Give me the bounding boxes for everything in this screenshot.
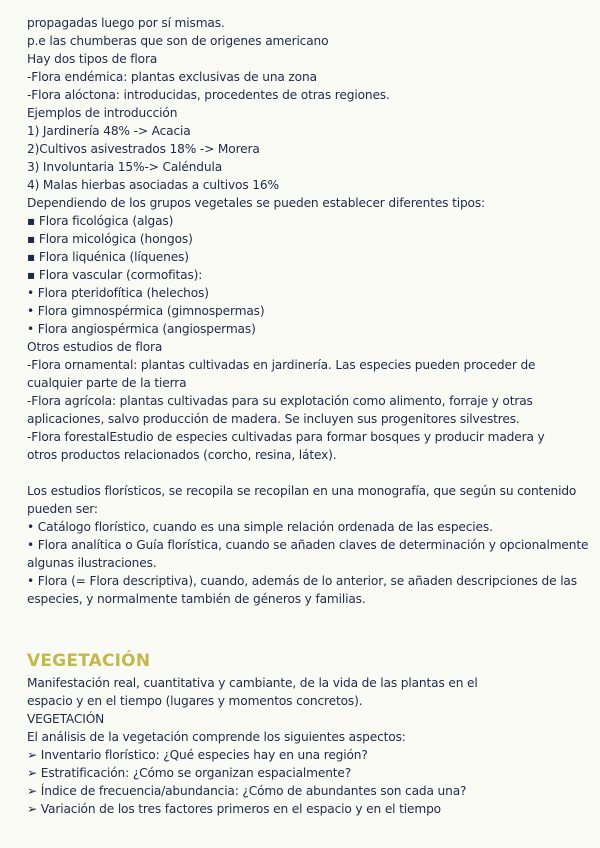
text-line: • Catálogo florístico, cuando es una simple relación ordenada de las especies.	[27, 520, 493, 534]
arrow-bullet-icon: ➢	[27, 766, 38, 780]
list-item-text: Flora liquénica (líquenes)	[38, 250, 189, 264]
list-item	[27, 230, 580, 248]
intro-block	[27, 14, 580, 212]
list-item: • Flora gimnospérmica (gimnospermas)	[27, 304, 265, 318]
arrow-bullet-icon: ➢	[27, 748, 38, 762]
text-line: aplicaciones, salvo producción de madera. Se incluyen sus progenitores silvestres.	[27, 412, 520, 426]
text-line: pueden ser:	[27, 502, 98, 516]
list-item-text: Variación de los tres factores primeros en el espacio y en el tiempo	[40, 802, 441, 816]
list-item: • Flora pteridofítica (helechos)	[27, 286, 209, 300]
text-line: propagadas luego por sí mismas.	[27, 16, 225, 30]
text-line: • Flora analítica o Guía florística, cuando se añaden claves de determinación y opcionalmente	[27, 538, 589, 552]
list-item	[27, 248, 580, 266]
text-line: VEGETACIÓN	[27, 712, 105, 726]
list-item-text: Flora vascular (cormofitas):	[38, 268, 203, 282]
floristic-studies-block	[27, 482, 589, 608]
text-line: 4) Malas hierbas asociadas a cultivos 16%	[27, 178, 279, 192]
text-line: -Flora alóctona: introducidas, procedentes de otras regiones.	[27, 88, 390, 102]
text-line: Dependiendo de los grupos vegetales se pueden establecer diferentes tipos:	[27, 196, 486, 210]
text-line: -Flora endémica: plantas exclusivas de una zona	[27, 70, 317, 84]
list-item	[27, 782, 580, 800]
text-line: Manifestación real, cuantitativa y cambiante, de la vida de las plantas en el	[27, 676, 478, 690]
text-line: El análisis de la vegetación comprende los siguientes aspectos:	[27, 730, 406, 744]
text-line: 1) Jardinería 48% -> Acacia	[27, 124, 191, 138]
list-item-text: Flora ficológica (algas)	[38, 214, 174, 228]
list-item-text: Inventario florístico: ¿Qué especies hay en una región?	[40, 748, 368, 762]
text-line: Los estudios florísticos, se recopila se recopilan en una monografía, que según su contenido	[27, 484, 577, 498]
section-title: VEGETACIÓN	[27, 651, 151, 671]
text-line: • Flora (= Flora descriptiva), cuando, además de lo anterior, se añaden descripciones de las	[27, 574, 577, 588]
list-item-text: Índice de frecuencia/abundancia: ¿Cómo de abundantes son cada una?	[40, 784, 467, 798]
text-line: Otros estudios de flora	[27, 340, 163, 354]
dot-bullet-list	[27, 284, 580, 338]
list-item	[27, 212, 580, 230]
list-item-text: Estratificación: ¿Cómo se organizan espacialmente?	[40, 766, 352, 780]
other-studies-block	[27, 338, 580, 464]
text-line: -Flora forestalEstudio de especies cultivadas para formar bosques y producir madera y	[27, 430, 545, 444]
list-item	[27, 746, 580, 764]
list-item: • Flora angiospérmica (angiospermas)	[27, 322, 256, 336]
list-item-text: Flora micológica (hongos)	[38, 232, 193, 246]
text-line: Hay dos tipos de flora	[27, 52, 158, 66]
text-line: p.e las chumberas que son de origenes americano	[27, 34, 329, 48]
square-bullet-list	[27, 212, 580, 284]
text-line: espacio y en el tiempo (lugares y momentos concretos).	[27, 694, 363, 708]
arrow-bullet-icon: ➢	[27, 784, 38, 798]
text-line: -Flora ornamental: plantas cultivadas en jardinería. Las especies pueden proceder de	[27, 358, 536, 372]
list-item	[27, 800, 580, 818]
spacer	[27, 464, 580, 482]
text-line: algunas ilustraciones.	[27, 556, 157, 570]
vegetacion-section	[27, 650, 580, 818]
text-line: especies, y normalmente también de géneros y familias.	[27, 592, 366, 606]
list-item	[27, 266, 580, 284]
text-line: 2)Cultivos asivestrados 18% -> Morera	[27, 142, 260, 156]
text-line: Ejemplos de introducción	[27, 106, 178, 120]
text-line: otros productos relacionados (corcho, resina, látex).	[27, 448, 337, 462]
text-line: -Flora agrícola: plantas cultivadas para su explotación como alimento, forraje y otras	[27, 394, 533, 408]
text-line: cualquier parte de la tierra	[27, 376, 187, 390]
text-line: 3) Involuntaria 15%-> Caléndula	[27, 160, 223, 174]
arrow-bullet-icon: ➢	[27, 802, 38, 816]
spacer	[27, 608, 580, 644]
list-item	[27, 764, 580, 782]
